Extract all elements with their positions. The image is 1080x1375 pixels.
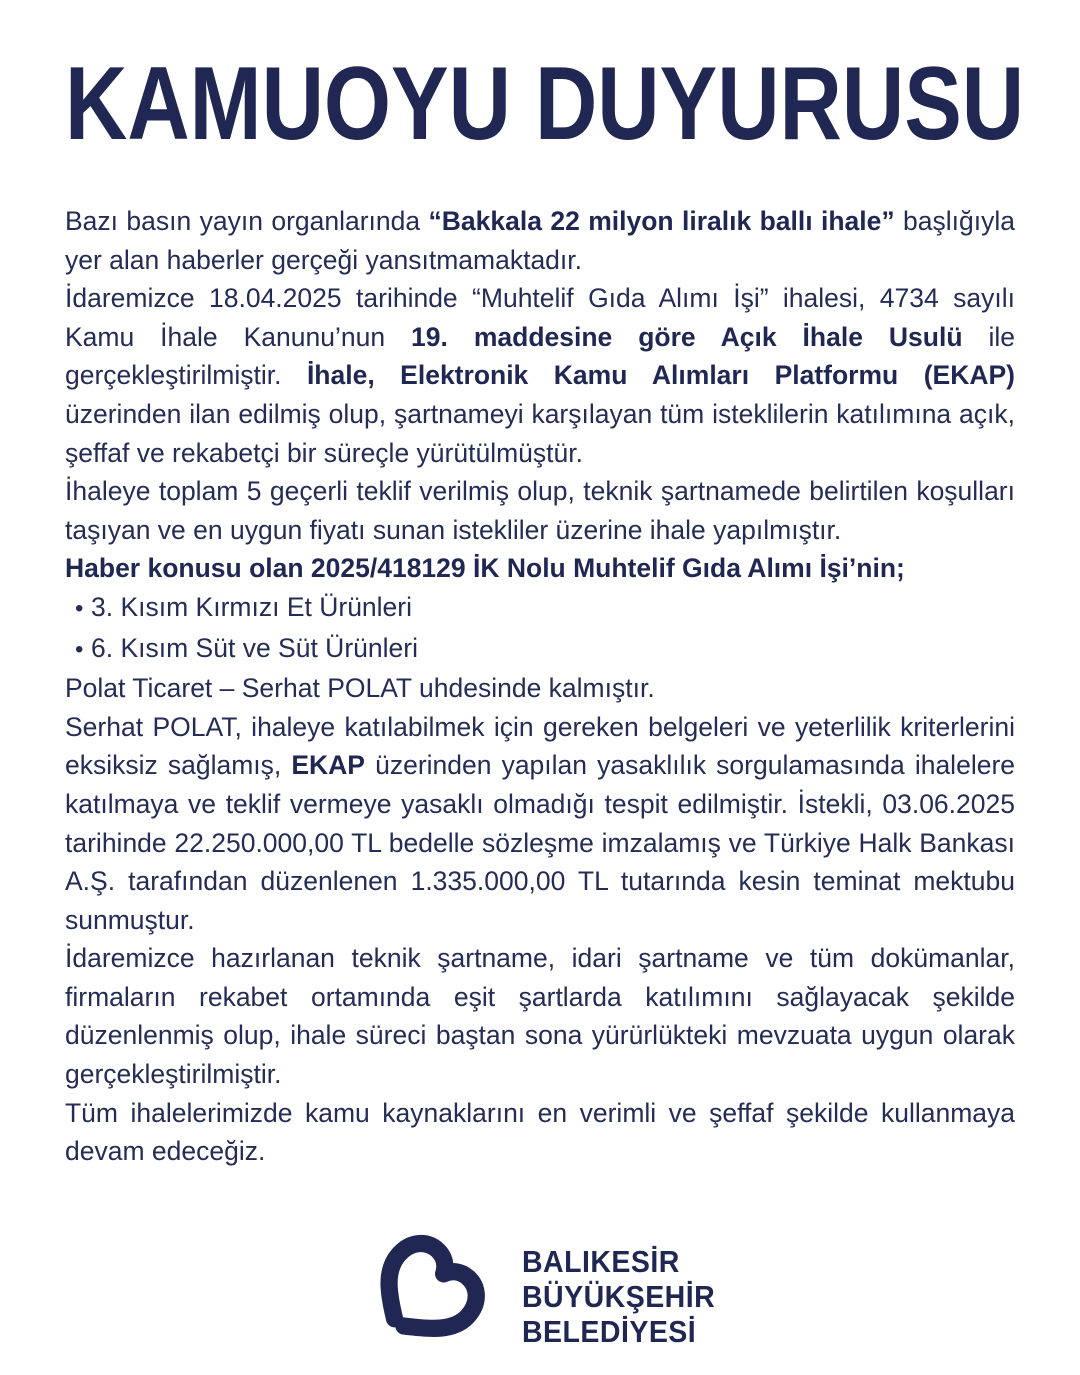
- text-segment: üzerinden yapılan yasaklılık sorgulamasında ihalelere katılmaya ve teklif vermeye yasaklı olmadığı tespit edilmiştir. İstekli, 03.06.2025 tarihinde 22.250.000,00 TL bedelle sözleşme imzalamış ve Türkiye Halk Bankası A.Ş. tarafından düzenlenen 1.335.000,00 TL tutarında kesin teminat mektubu sunmuştur.: [65, 750, 1016, 935]
- heart-b-logo-icon: [348, 1219, 504, 1375]
- text-segment: başlığıyla yer alan haberler gerçeği yansıtmamaktadır.: [65, 206, 1015, 275]
- bullet-icon: •: [75, 635, 84, 663]
- text-segment-bold: Haber konusu olan 2025/418129 İK Nolu Muhtelif Gıda Alımı İşi’nin;: [65, 553, 905, 584]
- bullet-label: 3. Kısım Kırmızı Et Ürünleri: [91, 591, 413, 622]
- paragraph-tender-process: [65, 279, 1015, 472]
- page-title: KAMUOYU DUYURUSU: [65, 46, 1025, 162]
- text-segment-bold: İhale, Elektronik Kamu Alımları Platformu (EKAP): [306, 360, 1015, 391]
- text-segment: üzerinden ilan edilmiş olup, şartnameyi karşılayan tüm isteklilerin katılımına açık, şeffaf ve rekabetçi bir süreçle yürütülmüştür.: [65, 398, 1015, 468]
- text-segment: Bazı basın yayın organlarında: [65, 206, 429, 236]
- text-segment: İdaremizce 18.04.2025 tarihinde “Muhtelif Gıda Alımı İşi” ihalesi, 4734 sayılı Kamu İhale Kanunu’nun: [65, 283, 1015, 352]
- logo-text-line2: BÜYÜKŞEHİR: [522, 1279, 716, 1315]
- text-segment: Serhat POLAT, ihaleye katılabilmek için gereken belgeleri ve yeterlilik kriterlerini eksiksiz sağlamış,: [65, 711, 1015, 781]
- municipality-logo: [65, 1219, 1015, 1375]
- logo-text-line1: BALIKESİR: [522, 1244, 680, 1280]
- paragraph-contract: [65, 708, 1015, 940]
- logo-text: [522, 1244, 715, 1349]
- paragraph-closing: [65, 1094, 1015, 1171]
- text-segment: ile gerçekleştirilmiştir.: [65, 321, 1015, 391]
- text-segment: Tüm ihalelerimizde kamu kaynaklarını en verimli ve şeffaf şekilde kullanmaya devam edeceğiz.: [65, 1097, 1015, 1167]
- announcement-body: [65, 202, 1015, 1171]
- paragraph-offers: [65, 472, 1015, 549]
- bullet-item-dairy: [65, 629, 1015, 670]
- bullet-icon: •: [75, 594, 84, 622]
- paragraph-compliance: [65, 939, 1015, 1093]
- logo-text-line3: BELEDİYESİ: [522, 1314, 697, 1350]
- paragraph-awardee: [65, 669, 1015, 708]
- paragraph-intro: [65, 202, 1015, 279]
- text-segment-bold: 19. maddesine göre Açık İhale Usulü: [411, 321, 963, 352]
- text-segment: İhaleye toplam 5 geçerli teklif verilmiş olup, teknik şartnamede belirtilen koşulları taşıyan ve en uygun fiyatı sunan istekliler üzerine ihale yapılmıştır.: [65, 476, 1015, 545]
- text-segment-bold: EKAP: [291, 750, 365, 781]
- bullet-label: 6. Kısım Süt ve Süt Ürünleri: [91, 632, 418, 663]
- paragraph-subject-heading: [65, 549, 1015, 588]
- text-segment-bold: “Bakkala 22 milyon liralık ballı ihale”: [428, 206, 895, 236]
- text-segment: İdaremizce hazırlanan teknik şartname, idari şartname ve tüm dokümanlar, firmaların rekabet ortamında eşit şartlarda katılımını sağlayacak şekilde düzenlenmiş olup, ihale süreci baştan sona yürürlükteki mevzuata uygun olarak gerçekleştirilmiştir.: [65, 943, 1015, 1090]
- bullet-item-red-meat: [65, 588, 1015, 629]
- text-segment: Polat Ticaret – Serhat POLAT uhdesinde kalmıştır.: [65, 673, 655, 704]
